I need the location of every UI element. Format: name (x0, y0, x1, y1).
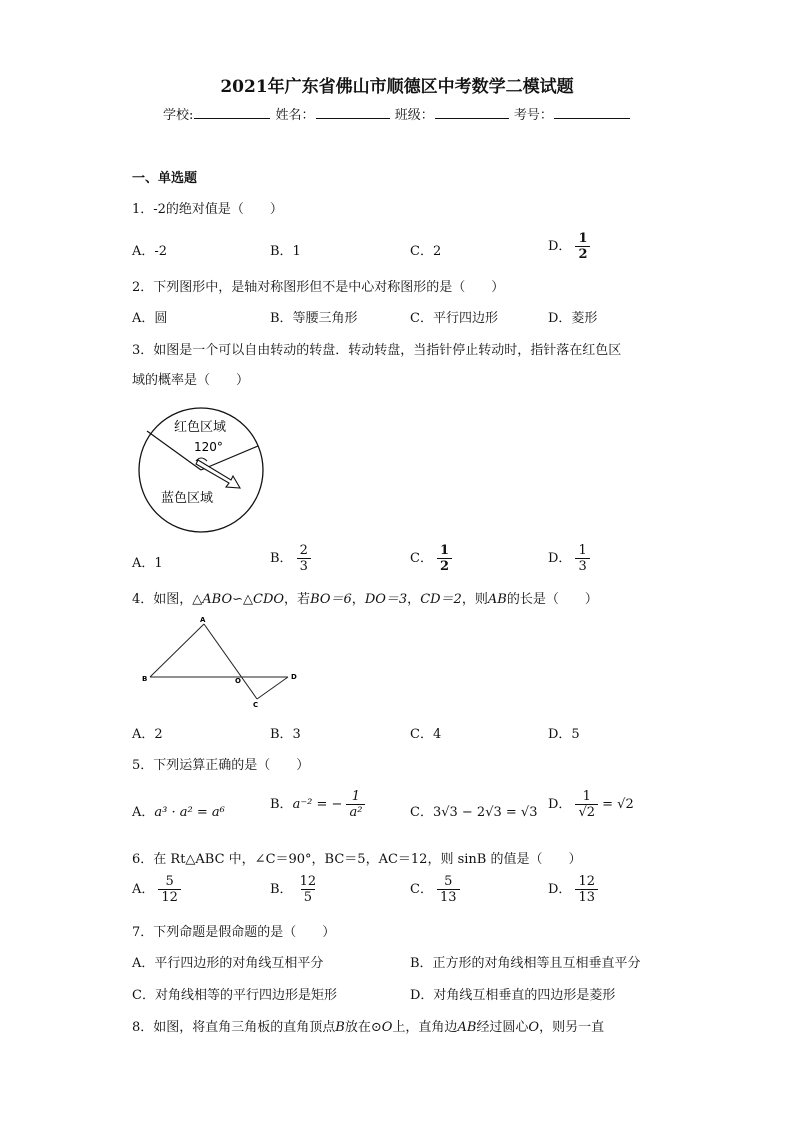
q3-stem-line2: 域的概率是（ ） (132, 373, 250, 388)
q4-option-d[interactable]: D．5 (548, 727, 580, 742)
q2-option-a[interactable]: A．圆 (132, 311, 168, 326)
q1-option-a[interactable]: A．-2 (132, 244, 168, 259)
name-blank[interactable] (316, 106, 390, 119)
q5-b-fraction (346, 789, 365, 820)
q5-d-fraction (575, 789, 598, 820)
q4-stem-mid2: ，则 (461, 592, 488, 607)
segment-ba (150, 624, 204, 677)
red-region-label: 红色区域 (174, 420, 227, 435)
q8-math-circle-o: ⊙O (370, 1020, 393, 1035)
q4-stem-mid1: ，若 (284, 592, 311, 607)
q5-b-den: a² (346, 804, 365, 820)
exam-no-label: 考号： (513, 108, 553, 123)
q5-option-d[interactable] (548, 789, 634, 820)
q4-option-c[interactable]: C．4 (410, 727, 442, 742)
q4-math-similar: △ABO∽△CDO (192, 592, 285, 607)
q7-stem: 7．下列命题是假命题的是（ ） (132, 925, 336, 940)
q8-stem-mid3: 经过圆心 (476, 1020, 529, 1035)
q3-c-fraction (437, 543, 452, 574)
q8-stem-prefix: 8．如图，将直角三角板的直角顶点 (132, 1020, 336, 1035)
q3-stem-line1: 3．如图是一个可以自由转动的转盘．转动转盘，当指针停止转动时，指针落在红色区 (132, 343, 622, 358)
q3-b-den: 3 (297, 558, 311, 574)
q5-c-prefix: C． (410, 805, 433, 820)
q5-d-prefix: D． (548, 797, 572, 812)
q6-b-prefix: B． (270, 882, 293, 897)
page-title: 2021年广东省佛山市顺德区中考数学二模试题 (220, 77, 574, 97)
point-c-label: C (253, 701, 259, 709)
name-label: 姓名： (275, 108, 315, 123)
q3-option-a[interactable]: A．1 (132, 556, 163, 571)
q6-b-fraction (297, 874, 320, 905)
q5-option-c[interactable] (410, 801, 537, 820)
q6-c-den: 13 (437, 889, 460, 905)
q5-stem: 5．下列运算正确的是（ ） (132, 758, 310, 773)
q6-d-den: 13 (575, 889, 598, 905)
q8-math-b: B (335, 1020, 345, 1035)
q6-c-prefix: C． (410, 882, 433, 897)
q5-a-expr: a³ · a² = a⁶ (154, 805, 225, 820)
q3-c-num: 1 (439, 543, 449, 558)
q4-stem (132, 588, 598, 607)
q1-option-c[interactable]: C．2 (410, 244, 442, 259)
q7-option-d[interactable]: D．对角线互相垂直的四边形是菱形 (410, 988, 616, 1003)
q5-c-expr: 3√3 − 2√3 = √3 (432, 805, 538, 820)
q1-d-prefix: D． (548, 239, 572, 254)
q6-option-b[interactable] (270, 874, 319, 905)
q5-option-b[interactable] (270, 789, 365, 820)
q4-stem-prefix: 4．如图， (132, 592, 193, 607)
q4-stem-sep1: ， (351, 592, 365, 607)
point-b-label: B (142, 675, 148, 683)
student-info-line (163, 104, 631, 123)
q6-c-fraction (437, 874, 460, 905)
q3-d-prefix: D． (548, 551, 572, 566)
q2-stem: 2．下列图形中，是轴对称图形但不是中心对称图形的是（ ） (132, 280, 505, 295)
point-a-label: A (200, 616, 206, 624)
q5-b-expr-left: a⁻² = − (292, 797, 343, 812)
q6-a-fraction (158, 874, 181, 905)
q4-stem-sep2: ， (407, 592, 421, 607)
point-o-label: O (235, 677, 241, 685)
q1-d-fraction (575, 231, 590, 262)
q3-b-fraction (297, 543, 311, 574)
q8-stem (132, 1016, 604, 1035)
section-heading: 一、单选题 (132, 171, 198, 186)
q8-math-ab: AB (457, 1020, 477, 1035)
q4-option-a[interactable]: A．2 (132, 727, 163, 742)
q6-a-prefix: A． (132, 882, 155, 897)
q5-d-expr-right: = √2 (602, 797, 634, 812)
q3-option-d[interactable] (548, 543, 590, 574)
q2-option-d[interactable]: D．菱形 (548, 311, 598, 326)
school-label: 学校: (163, 108, 194, 123)
q4-math-do: DO＝3 (364, 592, 408, 607)
q6-c-num: 5 (444, 874, 453, 889)
q1-option-d[interactable] (548, 231, 590, 262)
q3-c-den: 2 (437, 558, 452, 574)
q1-stem: 1．-2的绝对值是（ ） (132, 202, 283, 217)
q3-c-prefix: C． (410, 551, 433, 566)
spinner-divider-left (147, 431, 201, 470)
q6-a-den: 12 (158, 889, 181, 905)
q7-option-a[interactable]: A．平行四边形的对角线互相平分 (132, 956, 324, 971)
q6-d-fraction (575, 874, 598, 905)
triangle-figure (138, 613, 308, 711)
q5-b-num: 1 (351, 789, 361, 804)
segment-cd (257, 677, 288, 699)
q6-option-d[interactable] (548, 874, 598, 905)
q6-option-c[interactable] (410, 874, 460, 905)
class-blank[interactable] (435, 106, 509, 119)
q8-math-o: O (528, 1020, 540, 1035)
q1-d-den: 2 (575, 246, 590, 262)
spinner-figure (134, 403, 268, 537)
q6-option-a[interactable] (132, 874, 181, 905)
angle-label: 120° (194, 440, 223, 454)
q7-option-b[interactable]: B．正方形的对角线相等且互相垂直平分 (410, 956, 641, 971)
q3-d-num: 1 (578, 543, 587, 558)
q5-b-prefix: B． (270, 797, 293, 812)
q6-b-den: 5 (301, 889, 315, 905)
q2-option-c[interactable]: C．平行四边形 (410, 311, 498, 326)
blue-region-label: 蓝色区域 (161, 491, 214, 506)
q4-math-bo: BO＝6 (310, 592, 352, 607)
q4-math-ab: AB (487, 592, 507, 607)
q5-d-den: √2 (575, 804, 598, 820)
q3-option-c[interactable] (410, 543, 452, 574)
q6-stem: 6．在 Rt△ABC 中，∠C＝90°，BC＝5，AC＝12，则 sinB 的值是（ ） (132, 852, 582, 867)
q2-option-b[interactable]: B．等腰三角形 (270, 311, 358, 326)
q5-d-num: 1 (582, 789, 591, 804)
q4-option-b[interactable]: B．3 (270, 727, 301, 742)
school-blank[interactable] (194, 106, 270, 119)
spinner-pointer-icon[interactable] (196, 460, 240, 488)
q6-a-num: 5 (165, 874, 174, 889)
q3-d-den: 3 (575, 558, 589, 574)
q3-b-prefix: B． (270, 551, 293, 566)
q4-stem-suffix: 的长是（ ） (506, 592, 598, 607)
q3-option-b[interactable] (270, 543, 311, 574)
q6-d-num: 12 (578, 874, 595, 889)
q8-stem-mid2: 上，直角边 (392, 1020, 458, 1035)
q6-d-prefix: D． (548, 882, 572, 897)
q1-option-b[interactable]: B．1 (270, 244, 301, 259)
q5-a-prefix: A． (132, 805, 155, 820)
q7-option-c[interactable]: C．对角线相等的平行四边形是矩形 (132, 988, 337, 1003)
point-d-label: D (291, 673, 297, 681)
exam-no-blank[interactable] (554, 106, 630, 119)
q3-b-num: 2 (299, 543, 308, 558)
q8-stem-suffix: ，则另一直 (539, 1020, 605, 1035)
q4-math-cd: CD＝2 (420, 592, 462, 607)
q1-d-num: 1 (578, 231, 588, 246)
segment-ac (204, 624, 257, 699)
q6-b-num: 12 (299, 874, 317, 889)
q8-stem-mid1: 放在 (344, 1020, 371, 1035)
class-label: 班级： (394, 108, 434, 123)
q3-d-fraction (575, 543, 589, 574)
q5-option-a[interactable] (132, 801, 225, 820)
